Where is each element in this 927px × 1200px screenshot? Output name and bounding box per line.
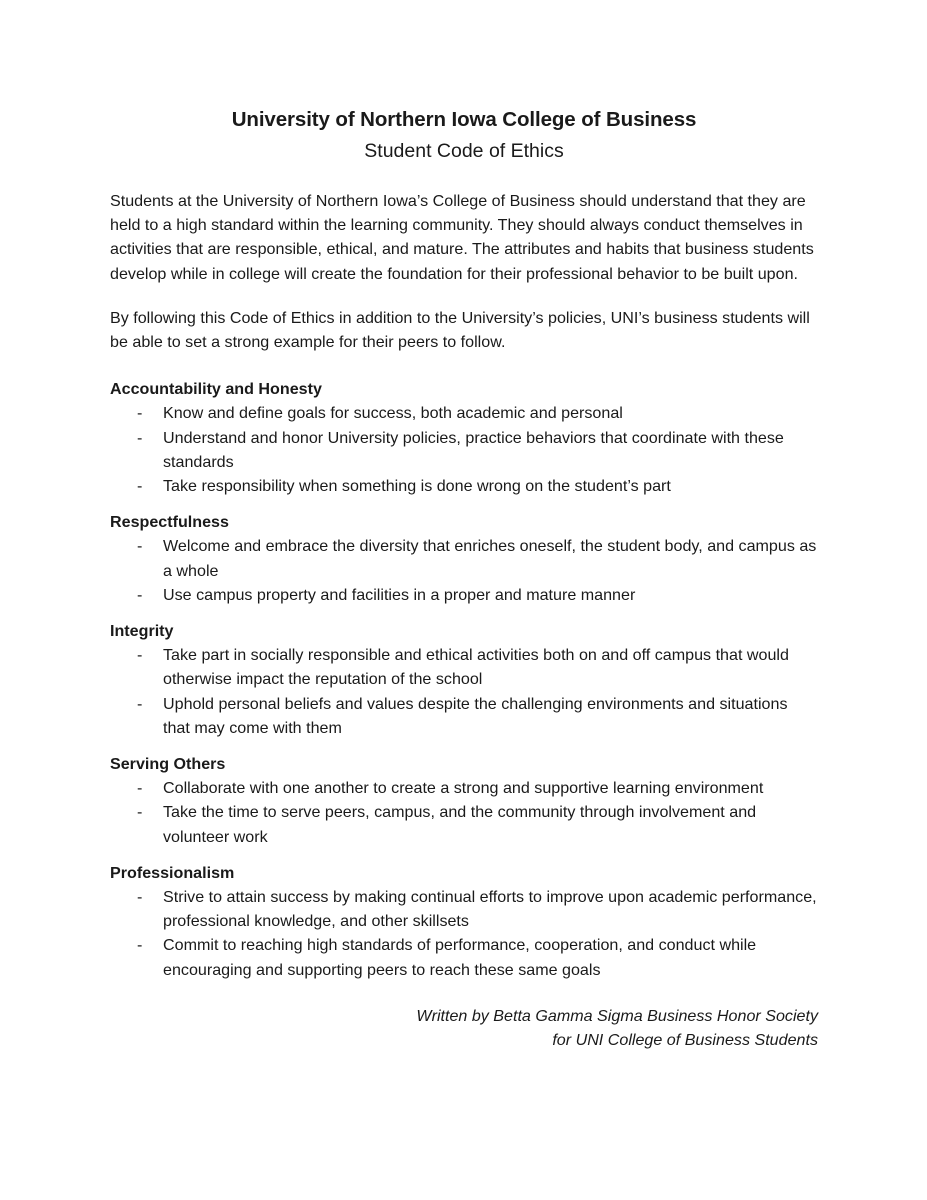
section-accountability-and-honesty xyxy=(110,377,818,498)
hyphen-bullet-icon: - xyxy=(137,537,143,556)
section-respectfulness xyxy=(110,510,818,607)
section-professionalism xyxy=(110,861,818,982)
intro-paragraph-1: Students at the University of Northern Iowa’s College of Business should understand that they are held to a high standard within the learning community. They should always conduct themselves in activities that are responsible, ethical, and mature. The attributes and habits that business students develop while in college will create the foundation for their professional behavior to be built upon. xyxy=(110,192,814,283)
code-sections xyxy=(110,377,818,982)
section-heading: Professionalism xyxy=(110,863,235,882)
hyphen-bullet-icon: - xyxy=(137,694,143,713)
list-item-text: Understand and honor University policies, practice behaviors that coordinate with these standards xyxy=(163,428,784,471)
section-bullet-list xyxy=(110,534,818,607)
document-title-block xyxy=(110,104,818,167)
signature-line-audience: for UNI College of Business Students xyxy=(552,1031,818,1050)
hyphen-bullet-icon: - xyxy=(137,803,143,822)
section-bullet-list xyxy=(110,401,818,498)
list-item-text: Welcome and embrace the diversity that enriches oneself, the student body, and campus as a whole xyxy=(163,537,817,580)
section-serving-others xyxy=(110,752,818,849)
hyphen-bullet-icon: - xyxy=(137,888,143,907)
list-item xyxy=(110,474,818,498)
list-item xyxy=(110,933,818,981)
intro-paragraphs xyxy=(110,189,818,354)
list-item-text: Know and define goals for success, both academic and personal xyxy=(163,404,623,423)
list-item-text: Strive to attain success by making continual efforts to improve upon academic performance, professional knowledge, and other skillsets xyxy=(163,888,817,931)
list-item xyxy=(110,800,818,848)
page-subtitle: Student Code of Ethics xyxy=(364,140,564,162)
list-item-text: Uphold personal beliefs and values despite the challenging environments and situations that may come with them xyxy=(163,694,788,737)
hyphen-bullet-icon: - xyxy=(137,585,143,604)
section-integrity xyxy=(110,619,818,740)
list-item-text: Commit to reaching high standards of performance, cooperation, and conduct while encouraging and supporting peers to reach these same goals xyxy=(163,936,757,979)
list-item-text: Take part in socially responsible and ethical activities both on and off campus that would otherwise impact the reputation of the school xyxy=(163,646,789,689)
hyphen-bullet-icon: - xyxy=(137,646,143,665)
list-item-text: Take responsibility when something is done wrong on the student’s part xyxy=(163,477,671,496)
hyphen-bullet-icon: - xyxy=(137,779,143,798)
page-title: University of Northern Iowa College of Business xyxy=(231,108,697,131)
hyphen-bullet-icon: - xyxy=(137,428,143,447)
section-heading: Integrity xyxy=(110,622,174,641)
list-item xyxy=(110,583,818,607)
section-bullet-list xyxy=(110,885,818,982)
hyphen-bullet-icon: - xyxy=(137,477,143,496)
section-heading: Serving Others xyxy=(110,755,226,774)
list-item xyxy=(110,534,818,582)
section-heading: Accountability and Honesty xyxy=(110,380,322,399)
list-item-text: Collaborate with one another to create a strong and supportive learning environment xyxy=(163,779,764,798)
section-bullet-list xyxy=(110,776,818,849)
list-item xyxy=(110,401,818,425)
section-heading: Respectfulness xyxy=(110,513,229,532)
list-item xyxy=(110,885,818,933)
intro-paragraph-2: By following this Code of Ethics in addition to the University’s policies, UNI’s business students will be able to set a strong example for their peers to follow. xyxy=(110,308,810,352)
list-item-text: Take the time to serve peers, campus, and the community through involvement and volunteer work xyxy=(163,803,757,846)
signature-line-author: Written by Betta Gamma Sigma Business Honor Society xyxy=(416,1006,818,1025)
signature-block xyxy=(110,1004,818,1052)
list-item-text: Use campus property and facilities in a proper and mature manner xyxy=(163,585,636,604)
hyphen-bullet-icon: - xyxy=(137,936,143,955)
list-item xyxy=(110,776,818,800)
hyphen-bullet-icon: - xyxy=(137,404,143,423)
list-item xyxy=(110,692,818,740)
list-item xyxy=(110,643,818,691)
list-item xyxy=(110,426,818,474)
section-bullet-list xyxy=(110,643,818,740)
